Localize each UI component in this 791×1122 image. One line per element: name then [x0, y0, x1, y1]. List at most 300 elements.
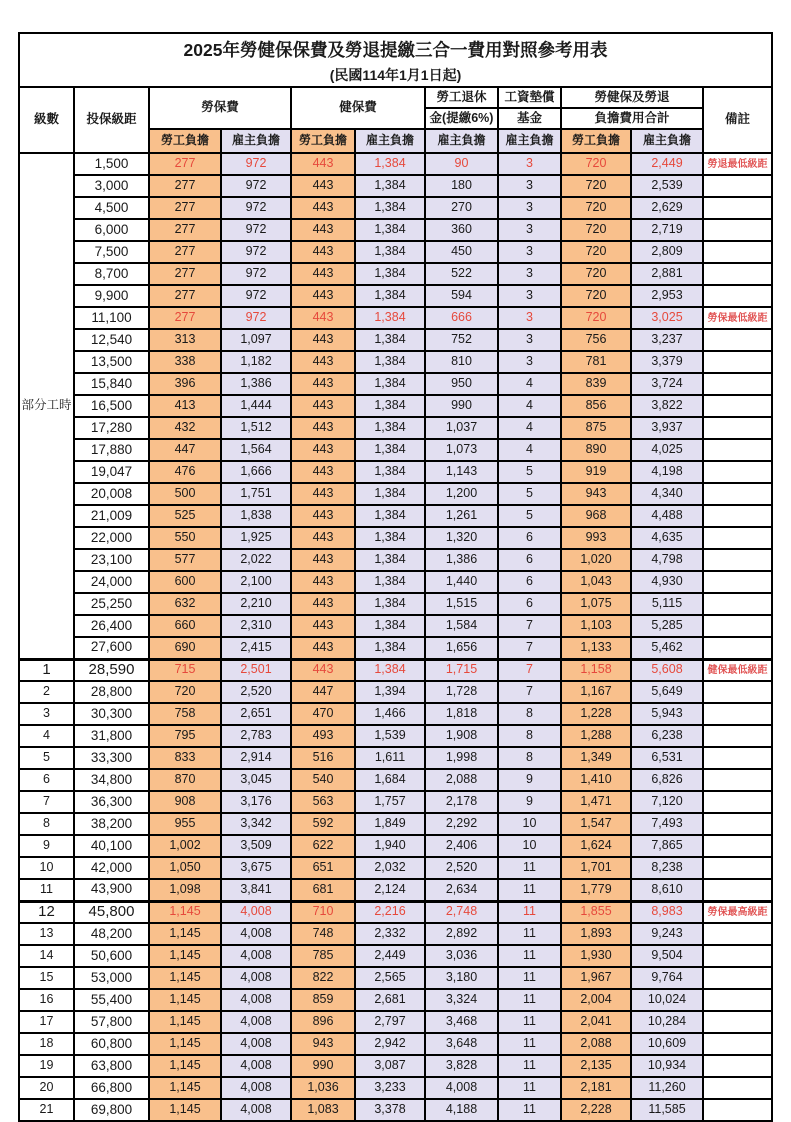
- total-worker-cell: 1,167: [561, 681, 631, 703]
- health-worker-cell: 443: [291, 571, 355, 593]
- bracket-cell: 66,800: [74, 1077, 149, 1099]
- pension-employer-cell: 3,648: [425, 1033, 498, 1055]
- labor-employer-cell: 2,501: [221, 659, 291, 681]
- table-row: [19, 263, 772, 285]
- health-employer-cell: 1,684: [355, 769, 425, 791]
- total-employer-cell: 4,635: [631, 527, 703, 549]
- remark-cell: [703, 989, 772, 1011]
- labor-employer-cell: 972: [221, 285, 291, 307]
- level-cell: 14: [19, 945, 74, 967]
- wage-fund-employer-cell: 11: [498, 1077, 561, 1099]
- bracket-cell: 33,300: [74, 747, 149, 769]
- total-employer-cell: 2,881: [631, 263, 703, 285]
- remark-cell: 勞保最高級距: [703, 901, 772, 923]
- total-employer-cell: 3,937: [631, 417, 703, 439]
- pension-employer-cell: 2,634: [425, 879, 498, 901]
- remark-cell: [703, 769, 772, 791]
- subheader-total-worker: 勞工負擔: [561, 129, 631, 153]
- level-cell: 20: [19, 1077, 74, 1099]
- health-employer-cell: 1,384: [355, 263, 425, 285]
- wage-fund-employer-cell: 11: [498, 857, 561, 879]
- wage-fund-employer-cell: 4: [498, 439, 561, 461]
- health-worker-cell: 859: [291, 989, 355, 1011]
- health-worker-cell: 443: [291, 373, 355, 395]
- health-worker-cell: 443: [291, 659, 355, 681]
- health-worker-cell: 443: [291, 461, 355, 483]
- level-cell: 1: [19, 659, 74, 681]
- labor-employer-cell: 3,509: [221, 835, 291, 857]
- wage-fund-employer-cell: 7: [498, 637, 561, 659]
- table-header: [19, 33, 772, 153]
- remark-cell: 健保最低級距: [703, 659, 772, 681]
- table-title-cell: [19, 33, 772, 87]
- labor-worker-cell: 577: [149, 549, 221, 571]
- bracket-cell: 13,500: [74, 351, 149, 373]
- labor-worker-cell: 1,145: [149, 1011, 221, 1033]
- pension-employer-cell: 2,520: [425, 857, 498, 879]
- bracket-cell: 69,800: [74, 1099, 149, 1121]
- total-worker-cell: 2,228: [561, 1099, 631, 1121]
- table-row: [19, 1099, 772, 1121]
- total-employer-cell: 11,260: [631, 1077, 703, 1099]
- pension-employer-cell: 3,828: [425, 1055, 498, 1077]
- bracket-cell: 16,500: [74, 395, 149, 417]
- labor-worker-cell: 1,002: [149, 835, 221, 857]
- wage-fund-employer-cell: 3: [498, 197, 561, 219]
- health-employer-cell: 1,539: [355, 725, 425, 747]
- total-employer-cell: 6,238: [631, 725, 703, 747]
- bracket-cell: 3,000: [74, 175, 149, 197]
- total-worker-cell: 875: [561, 417, 631, 439]
- total-employer-cell: 7,120: [631, 791, 703, 813]
- pension-employer-cell: 360: [425, 219, 498, 241]
- pension-employer-cell: 3,468: [425, 1011, 498, 1033]
- level-cell: 6: [19, 769, 74, 791]
- col-header-wagefund-line2: 基金: [498, 108, 561, 129]
- pension-employer-cell: 2,892: [425, 923, 498, 945]
- total-employer-cell: 5,462: [631, 637, 703, 659]
- health-employer-cell: 2,449: [355, 945, 425, 967]
- total-employer-cell: 11,585: [631, 1099, 703, 1121]
- total-employer-cell: 2,449: [631, 153, 703, 175]
- subheader-wagefund-employer: 雇主負擔: [498, 129, 561, 153]
- total-employer-cell: 4,798: [631, 549, 703, 571]
- labor-worker-cell: 525: [149, 505, 221, 527]
- bracket-cell: 6,000: [74, 219, 149, 241]
- health-worker-cell: 443: [291, 527, 355, 549]
- pension-employer-cell: 1,440: [425, 571, 498, 593]
- total-worker-cell: 1,701: [561, 857, 631, 879]
- subheader-pension-employer: 雇主負擔: [425, 129, 498, 153]
- health-worker-cell: 443: [291, 637, 355, 659]
- labor-employer-cell: 972: [221, 241, 291, 263]
- bracket-cell: 42,000: [74, 857, 149, 879]
- labor-employer-cell: 972: [221, 153, 291, 175]
- health-worker-cell: 447: [291, 681, 355, 703]
- total-employer-cell: 4,930: [631, 571, 703, 593]
- pension-employer-cell: 666: [425, 307, 498, 329]
- bracket-cell: 34,800: [74, 769, 149, 791]
- pension-employer-cell: 1,715: [425, 659, 498, 681]
- remark-cell: [703, 527, 772, 549]
- health-worker-cell: 990: [291, 1055, 355, 1077]
- wage-fund-employer-cell: 3: [498, 285, 561, 307]
- health-worker-cell: 443: [291, 197, 355, 219]
- table-row: [19, 615, 772, 637]
- total-employer-cell: 6,531: [631, 747, 703, 769]
- level-cell: 5: [19, 747, 74, 769]
- remark-cell: [703, 835, 772, 857]
- health-worker-cell: 443: [291, 241, 355, 263]
- table-row: [19, 527, 772, 549]
- pension-employer-cell: 3,036: [425, 945, 498, 967]
- total-worker-cell: 2,004: [561, 989, 631, 1011]
- level-cell: 10: [19, 857, 74, 879]
- total-worker-cell: 839: [561, 373, 631, 395]
- level-cell: 2: [19, 681, 74, 703]
- health-worker-cell: 470: [291, 703, 355, 725]
- remark-cell: [703, 813, 772, 835]
- table-row: [19, 1055, 772, 1077]
- remark-cell: [703, 329, 772, 351]
- bracket-cell: 20,008: [74, 483, 149, 505]
- wage-fund-employer-cell: 4: [498, 395, 561, 417]
- remark-cell: 勞保最低級距: [703, 307, 772, 329]
- col-header-labor-insurance: 勞保費: [149, 87, 291, 129]
- wage-fund-employer-cell: 3: [498, 263, 561, 285]
- labor-worker-cell: 833: [149, 747, 221, 769]
- total-employer-cell: 2,719: [631, 219, 703, 241]
- level-cell: 8: [19, 813, 74, 835]
- wage-fund-employer-cell: 3: [498, 175, 561, 197]
- table-row: [19, 967, 772, 989]
- labor-worker-cell: 955: [149, 813, 221, 835]
- pension-employer-cell: 2,088: [425, 769, 498, 791]
- total-worker-cell: 1,075: [561, 593, 631, 615]
- total-employer-cell: 4,488: [631, 505, 703, 527]
- wage-fund-employer-cell: 9: [498, 791, 561, 813]
- total-employer-cell: 3,724: [631, 373, 703, 395]
- bracket-cell: 55,400: [74, 989, 149, 1011]
- wage-fund-employer-cell: 4: [498, 373, 561, 395]
- col-header-total-line1: 勞健保及勞退: [561, 87, 703, 108]
- health-employer-cell: 1,394: [355, 681, 425, 703]
- labor-worker-cell: 313: [149, 329, 221, 351]
- labor-employer-cell: 3,675: [221, 857, 291, 879]
- pension-employer-cell: 810: [425, 351, 498, 373]
- total-employer-cell: 9,504: [631, 945, 703, 967]
- pension-employer-cell: 1,143: [425, 461, 498, 483]
- table-row: [19, 571, 772, 593]
- remark-cell: [703, 373, 772, 395]
- pension-employer-cell: 3,180: [425, 967, 498, 989]
- table-row: [19, 153, 772, 175]
- table-row: [19, 901, 772, 923]
- health-employer-cell: 2,032: [355, 857, 425, 879]
- total-employer-cell: 5,115: [631, 593, 703, 615]
- total-worker-cell: 993: [561, 527, 631, 549]
- health-employer-cell: 1,384: [355, 637, 425, 659]
- bracket-cell: 23,100: [74, 549, 149, 571]
- labor-employer-cell: 1,182: [221, 351, 291, 373]
- total-employer-cell: 5,608: [631, 659, 703, 681]
- remark-cell: [703, 593, 772, 615]
- labor-worker-cell: 632: [149, 593, 221, 615]
- health-employer-cell: 1,384: [355, 615, 425, 637]
- health-employer-cell: 3,087: [355, 1055, 425, 1077]
- table-row: [19, 329, 772, 351]
- labor-worker-cell: 500: [149, 483, 221, 505]
- remark-cell: [703, 725, 772, 747]
- labor-worker-cell: 277: [149, 241, 221, 263]
- table-row: [19, 175, 772, 197]
- total-employer-cell: 6,826: [631, 769, 703, 791]
- total-employer-cell: 4,025: [631, 439, 703, 461]
- bracket-cell: 28,800: [74, 681, 149, 703]
- total-employer-cell: 3,237: [631, 329, 703, 351]
- wage-fund-employer-cell: 8: [498, 747, 561, 769]
- health-employer-cell: 3,378: [355, 1099, 425, 1121]
- total-worker-cell: 1,471: [561, 791, 631, 813]
- labor-worker-cell: 1,050: [149, 857, 221, 879]
- total-worker-cell: 890: [561, 439, 631, 461]
- level-cell: 21: [19, 1099, 74, 1121]
- bracket-cell: 48,200: [74, 923, 149, 945]
- bracket-cell: 27,600: [74, 637, 149, 659]
- labor-worker-cell: 795: [149, 725, 221, 747]
- pension-employer-cell: 1,320: [425, 527, 498, 549]
- labor-employer-cell: 1,925: [221, 527, 291, 549]
- col-header-bracket: 投保級距: [74, 87, 149, 153]
- total-worker-cell: 720: [561, 263, 631, 285]
- table-row: [19, 703, 772, 725]
- health-worker-cell: 822: [291, 967, 355, 989]
- pension-employer-cell: 1,998: [425, 747, 498, 769]
- remark-cell: [703, 219, 772, 241]
- table-row: [19, 923, 772, 945]
- pension-employer-cell: 2,292: [425, 813, 498, 835]
- remark-cell: [703, 879, 772, 901]
- title-row: [19, 33, 772, 87]
- total-worker-cell: 1,893: [561, 923, 631, 945]
- labor-employer-cell: 4,008: [221, 945, 291, 967]
- health-employer-cell: 1,384: [355, 549, 425, 571]
- bracket-cell: 21,009: [74, 505, 149, 527]
- health-worker-cell: 443: [291, 329, 355, 351]
- page-subtitle: (民國114年1月1日起): [329, 67, 462, 83]
- remark-cell: [703, 1011, 772, 1033]
- total-worker-cell: 968: [561, 505, 631, 527]
- total-worker-cell: 1,133: [561, 637, 631, 659]
- level-cell: 11: [19, 879, 74, 901]
- pension-employer-cell: 594: [425, 285, 498, 307]
- labor-worker-cell: 476: [149, 461, 221, 483]
- total-worker-cell: 2,181: [561, 1077, 631, 1099]
- subheader-health-employer: 雇主負擔: [355, 129, 425, 153]
- wage-fund-employer-cell: 3: [498, 329, 561, 351]
- level-cell: 12: [19, 901, 74, 923]
- health-worker-cell: 443: [291, 395, 355, 417]
- remark-cell: [703, 461, 772, 483]
- labor-employer-cell: 1,097: [221, 329, 291, 351]
- wage-fund-employer-cell: 11: [498, 967, 561, 989]
- pension-employer-cell: 90: [425, 153, 498, 175]
- total-employer-cell: 5,943: [631, 703, 703, 725]
- pension-employer-cell: 1,386: [425, 549, 498, 571]
- subheader-labor-employer: 雇主負擔: [221, 129, 291, 153]
- health-worker-cell: 443: [291, 219, 355, 241]
- total-worker-cell: 756: [561, 329, 631, 351]
- health-worker-cell: 443: [291, 285, 355, 307]
- labor-employer-cell: 2,520: [221, 681, 291, 703]
- table-row: [19, 505, 772, 527]
- bracket-cell: 12,540: [74, 329, 149, 351]
- table-row: [19, 989, 772, 1011]
- total-worker-cell: 1,547: [561, 813, 631, 835]
- health-worker-cell: 1,083: [291, 1099, 355, 1121]
- pension-employer-cell: 522: [425, 263, 498, 285]
- wage-fund-employer-cell: 8: [498, 703, 561, 725]
- health-employer-cell: 1,384: [355, 395, 425, 417]
- wage-fund-employer-cell: 11: [498, 923, 561, 945]
- total-employer-cell: 9,764: [631, 967, 703, 989]
- pension-employer-cell: 2,748: [425, 901, 498, 923]
- health-worker-cell: 785: [291, 945, 355, 967]
- remark-cell: [703, 637, 772, 659]
- total-worker-cell: 1,410: [561, 769, 631, 791]
- wage-fund-employer-cell: 7: [498, 615, 561, 637]
- table-row: [19, 879, 772, 901]
- remark-cell: [703, 923, 772, 945]
- labor-employer-cell: 972: [221, 197, 291, 219]
- table-row: [19, 483, 772, 505]
- health-employer-cell: 2,332: [355, 923, 425, 945]
- table-row: [19, 659, 772, 681]
- bracket-cell: 17,280: [74, 417, 149, 439]
- health-worker-cell: 443: [291, 615, 355, 637]
- table-row: [19, 725, 772, 747]
- bracket-cell: 50,600: [74, 945, 149, 967]
- labor-employer-cell: 4,008: [221, 1099, 291, 1121]
- labor-worker-cell: 660: [149, 615, 221, 637]
- total-worker-cell: 1,228: [561, 703, 631, 725]
- level-cell: 19: [19, 1055, 74, 1077]
- remark-cell: [703, 571, 772, 593]
- bracket-cell: 15,840: [74, 373, 149, 395]
- health-employer-cell: 1,384: [355, 417, 425, 439]
- wage-fund-employer-cell: 11: [498, 879, 561, 901]
- health-worker-cell: 681: [291, 879, 355, 901]
- health-employer-cell: 1,611: [355, 747, 425, 769]
- labor-employer-cell: 2,651: [221, 703, 291, 725]
- bracket-cell: 57,800: [74, 1011, 149, 1033]
- pension-employer-cell: 1,584: [425, 615, 498, 637]
- wage-fund-employer-cell: 6: [498, 527, 561, 549]
- remark-cell: [703, 505, 772, 527]
- bracket-cell: 45,800: [74, 901, 149, 923]
- bracket-cell: 4,500: [74, 197, 149, 219]
- health-employer-cell: 1,384: [355, 373, 425, 395]
- labor-employer-cell: 2,022: [221, 549, 291, 571]
- total-employer-cell: 8,238: [631, 857, 703, 879]
- labor-worker-cell: 1,145: [149, 1077, 221, 1099]
- table-row: [19, 1077, 772, 1099]
- table-row: [19, 285, 772, 307]
- pension-employer-cell: 2,406: [425, 835, 498, 857]
- total-worker-cell: 919: [561, 461, 631, 483]
- level-cell: 4: [19, 725, 74, 747]
- health-employer-cell: 2,681: [355, 989, 425, 1011]
- total-worker-cell: 1,967: [561, 967, 631, 989]
- health-worker-cell: 622: [291, 835, 355, 857]
- col-header-remark: 備註: [703, 87, 772, 153]
- total-employer-cell: 10,284: [631, 1011, 703, 1033]
- total-employer-cell: 8,610: [631, 879, 703, 901]
- wage-fund-employer-cell: 5: [498, 461, 561, 483]
- health-employer-cell: 1,384: [355, 659, 425, 681]
- wage-fund-employer-cell: 11: [498, 1055, 561, 1077]
- health-worker-cell: 748: [291, 923, 355, 945]
- table-row: [19, 769, 772, 791]
- table-row: [19, 549, 772, 571]
- labor-worker-cell: 600: [149, 571, 221, 593]
- pension-employer-cell: 180: [425, 175, 498, 197]
- total-employer-cell: 10,024: [631, 989, 703, 1011]
- wage-fund-employer-cell: 3: [498, 351, 561, 373]
- total-employer-cell: 5,649: [631, 681, 703, 703]
- total-worker-cell: 2,041: [561, 1011, 631, 1033]
- reference-table-sheet: [18, 32, 773, 1122]
- total-employer-cell: 3,379: [631, 351, 703, 373]
- labor-employer-cell: 972: [221, 307, 291, 329]
- labor-employer-cell: 2,210: [221, 593, 291, 615]
- total-worker-cell: 720: [561, 219, 631, 241]
- labor-employer-cell: 4,008: [221, 967, 291, 989]
- health-employer-cell: 3,233: [355, 1077, 425, 1099]
- wage-fund-employer-cell: 3: [498, 153, 561, 175]
- table-row: [19, 747, 772, 769]
- total-employer-cell: 2,539: [631, 175, 703, 197]
- total-worker-cell: 720: [561, 285, 631, 307]
- labor-employer-cell: 4,008: [221, 989, 291, 1011]
- table-row: [19, 637, 772, 659]
- health-employer-cell: 1,384: [355, 219, 425, 241]
- bracket-cell: 38,200: [74, 813, 149, 835]
- level-cell: 15: [19, 967, 74, 989]
- health-worker-cell: 592: [291, 813, 355, 835]
- health-employer-cell: 1,466: [355, 703, 425, 725]
- bracket-cell: 53,000: [74, 967, 149, 989]
- remark-cell: [703, 175, 772, 197]
- wage-fund-employer-cell: 11: [498, 989, 561, 1011]
- total-employer-cell: 2,953: [631, 285, 703, 307]
- bracket-cell: 36,300: [74, 791, 149, 813]
- remark-cell: [703, 1055, 772, 1077]
- total-employer-cell: 2,809: [631, 241, 703, 263]
- labor-worker-cell: 720: [149, 681, 221, 703]
- health-employer-cell: 1,384: [355, 175, 425, 197]
- labor-worker-cell: 1,145: [149, 967, 221, 989]
- pension-employer-cell: 450: [425, 241, 498, 263]
- total-worker-cell: 1,158: [561, 659, 631, 681]
- health-worker-cell: 443: [291, 439, 355, 461]
- health-worker-cell: 943: [291, 1033, 355, 1055]
- health-employer-cell: 1,384: [355, 153, 425, 175]
- wage-fund-employer-cell: 11: [498, 945, 561, 967]
- bracket-cell: 9,900: [74, 285, 149, 307]
- health-employer-cell: 1,757: [355, 791, 425, 813]
- health-employer-cell: 1,384: [355, 197, 425, 219]
